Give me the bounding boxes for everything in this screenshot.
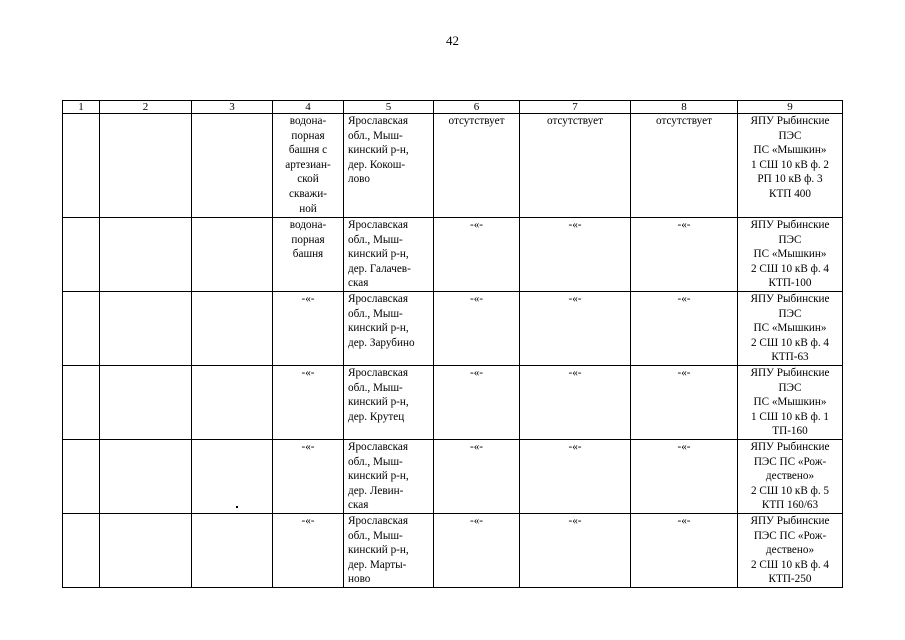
column-header: 4 xyxy=(273,101,344,114)
location-cell: Ярославская обл., Мыш- кинский р-н, дер. Марты- ново xyxy=(344,514,434,588)
col7-cell: -«- xyxy=(520,514,631,588)
location-cell: Ярославская обл., Мыш- кинский р-н, дер. Галачев- ская xyxy=(344,218,434,292)
table-cell-empty xyxy=(192,218,273,292)
page-number: 42 xyxy=(446,33,459,48)
object-cell: -«- xyxy=(273,514,344,588)
col8-cell: -«- xyxy=(631,218,738,292)
location-cell: Ярославская обл., Мыш- кинский р-н, дер. Зарубино xyxy=(344,292,434,366)
table-row xyxy=(63,514,843,588)
col7-cell: -«- xyxy=(520,440,631,514)
col6-cell: -«- xyxy=(434,218,520,292)
table-cell-empty xyxy=(192,440,273,514)
scan-speck xyxy=(236,506,238,508)
power-source-cell: ЯПУ Рыбинские ПЭС ПС «Мышкин» 2 СШ 10 кВ ф. 4 КТП-100 xyxy=(738,218,843,292)
table-cell-empty xyxy=(192,292,273,366)
table-cell-empty xyxy=(100,218,192,292)
object-cell: -«- xyxy=(273,366,344,440)
table-cell-empty xyxy=(63,218,100,292)
col6-cell: -«- xyxy=(434,366,520,440)
col6-cell: -«- xyxy=(434,292,520,366)
col6-cell: -«- xyxy=(434,514,520,588)
table-cell-empty xyxy=(63,514,100,588)
col7-cell: -«- xyxy=(520,366,631,440)
power-source-cell: ЯПУ Рыбинские ПЭС ПС «Рож- дествено» 2 СШ 10 кВ ф. 4 КТП-250 xyxy=(738,514,843,588)
col8-cell: отсутствует xyxy=(631,114,738,218)
table-cell-empty xyxy=(63,292,100,366)
column-header: 3 xyxy=(192,101,273,114)
table-row xyxy=(63,292,843,366)
column-header: 6 xyxy=(434,101,520,114)
location-cell: Ярославская обл., Мыш- кинский р-н, дер. Крутец xyxy=(344,366,434,440)
col8-cell: -«- xyxy=(631,514,738,588)
data-table xyxy=(62,100,843,588)
table-cell-empty xyxy=(192,114,273,218)
column-header: 9 xyxy=(738,101,843,114)
location-cell: Ярославская обл., Мыш- кинский р-н, дер. Левин- ская xyxy=(344,440,434,514)
power-source-cell: ЯПУ Рыбинские ПЭС ПС «Мышкин» 1 СШ 10 кВ ф. 1 ТП-160 xyxy=(738,366,843,440)
column-header: 1 xyxy=(63,101,100,114)
power-source-cell: ЯПУ Рыбинские ПЭС ПС «Рож- дествено» 2 СШ 10 кВ ф. 5 КТП 160/63 xyxy=(738,440,843,514)
table-row xyxy=(63,218,843,292)
table-cell-empty xyxy=(100,292,192,366)
table-cell-empty xyxy=(63,440,100,514)
object-cell: -«- xyxy=(273,292,344,366)
col7-cell: отсутствует xyxy=(520,114,631,218)
col7-cell: -«- xyxy=(520,292,631,366)
table-cell-empty xyxy=(192,366,273,440)
col6-cell: отсутствует xyxy=(434,114,520,218)
object-cell: -«- xyxy=(273,440,344,514)
object-cell: водона- порная башня с артезиан- ской скважи- ной xyxy=(273,114,344,218)
col8-cell: -«- xyxy=(631,366,738,440)
table-cell-empty xyxy=(100,114,192,218)
power-source-cell: ЯПУ Рыбинские ПЭС ПС «Мышкин» 1 СШ 10 кВ ф. 2 РП 10 кВ ф. 3 КТП 400 xyxy=(738,114,843,218)
table-cell-empty xyxy=(100,514,192,588)
col6-cell: -«- xyxy=(434,440,520,514)
col7-cell: -«- xyxy=(520,218,631,292)
table-row xyxy=(63,366,843,440)
table-row xyxy=(63,440,843,514)
power-source-cell: ЯПУ Рыбинские ПЭС ПС «Мышкин» 2 СШ 10 кВ ф. 4 КТП-63 xyxy=(738,292,843,366)
object-cell: водона- порная башня xyxy=(273,218,344,292)
column-header: 2 xyxy=(100,101,192,114)
table-cell-empty xyxy=(192,514,273,588)
table-cell-empty xyxy=(100,440,192,514)
col8-cell: -«- xyxy=(631,292,738,366)
column-header: 7 xyxy=(520,101,631,114)
table-cell-empty xyxy=(63,114,100,218)
column-header: 8 xyxy=(631,101,738,114)
table-cell-empty xyxy=(63,366,100,440)
location-cell: Ярославская обл., Мыш- кинский р-н, дер. Кокош- лово xyxy=(344,114,434,218)
table-cell-empty xyxy=(100,366,192,440)
table-row xyxy=(63,114,843,218)
header-row xyxy=(63,101,843,114)
column-header: 5 xyxy=(344,101,434,114)
col8-cell: -«- xyxy=(631,440,738,514)
